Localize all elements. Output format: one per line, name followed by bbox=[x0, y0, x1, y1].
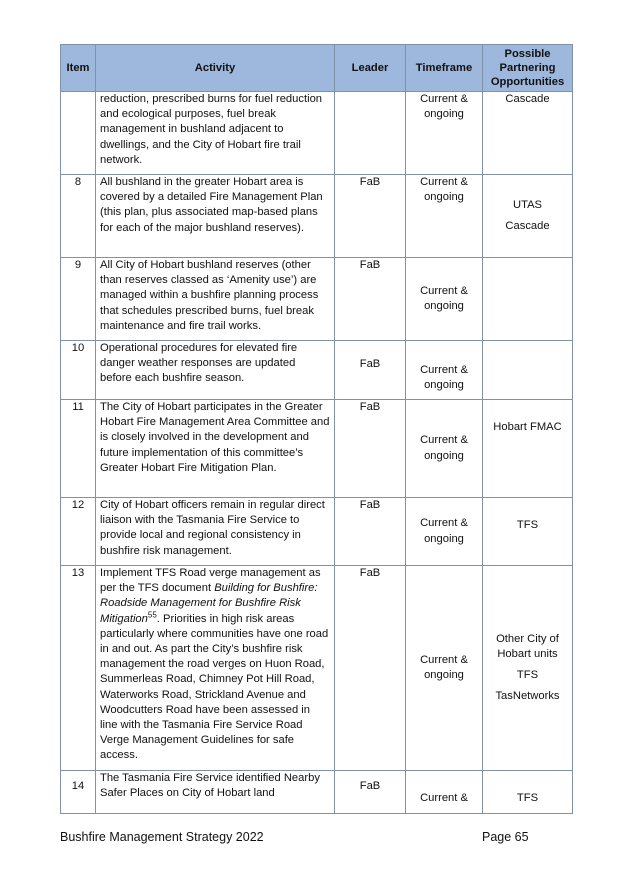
header-row bbox=[61, 45, 573, 92]
row-partners bbox=[483, 566, 573, 771]
row-activity: reduction, prescribed burns for fuel reduction and ecological purposes, fuel break management in bushland adjacent to dwellings, and the City of Hobart fire trail network. bbox=[96, 92, 335, 175]
row-item: 11 bbox=[61, 400, 96, 498]
row-timeframe: Current & ongoing bbox=[406, 258, 483, 341]
table-row bbox=[61, 771, 573, 814]
row-activity bbox=[96, 566, 335, 771]
row-timeframe: Current & ongoing bbox=[406, 400, 483, 498]
header-partnering bbox=[483, 45, 573, 92]
header-timeframe: Timeframe bbox=[406, 45, 483, 92]
row-partners bbox=[483, 258, 573, 341]
row-leader: FaB bbox=[335, 498, 406, 566]
row-partners bbox=[483, 498, 573, 566]
row-item: 10 bbox=[61, 341, 96, 400]
header-leader: Leader bbox=[335, 45, 406, 92]
table-row bbox=[61, 498, 573, 566]
row-timeframe: Current & ongoing bbox=[406, 341, 483, 400]
partner: UTAS bbox=[512, 198, 542, 211]
row-partners bbox=[483, 341, 573, 400]
partner: TasNetworks bbox=[495, 690, 560, 703]
row-activity: All bushland in the greater Hobart area is covered by a detailed Fire Management Plan (this plan, plus associated map-based plans for each of the major bushland reserves). bbox=[96, 175, 335, 258]
table-row bbox=[61, 175, 573, 258]
row-activity: Operational procedures for elevated fire danger weather responses are updated before each bushfire season. bbox=[96, 341, 335, 400]
row-item: 9 bbox=[61, 258, 96, 341]
row-partners bbox=[483, 92, 573, 175]
header-partnering-line2: Partnering bbox=[499, 62, 556, 74]
table-row bbox=[61, 400, 573, 498]
footer-page-number: Page 65 bbox=[482, 830, 529, 844]
footer-document-title: Bushfire Management Strategy 2022 bbox=[60, 830, 264, 844]
row-activity: All City of Hobart bushland reserves (other than reserves classed as ‘Amenity use’) are managed within a bushfire planning process that schedules prescribed burns, fuel break maintenance and fire trail works. bbox=[96, 258, 335, 341]
table-row bbox=[61, 92, 573, 175]
table-row bbox=[61, 566, 573, 771]
partner: Hobart FMAC bbox=[493, 421, 562, 433]
row-item: 12 bbox=[61, 498, 96, 566]
activity-doc-title: Building for Bushfire: Roadside Management for Bushfire Risk Mitigation bbox=[100, 582, 318, 625]
row-partners bbox=[483, 771, 573, 814]
partner: Other City of Hobart units bbox=[496, 632, 559, 660]
row-timeframe: Current & bbox=[406, 771, 483, 814]
row-partners bbox=[483, 175, 573, 258]
row-leader: FaB bbox=[335, 258, 406, 341]
row-leader: FaB bbox=[335, 175, 406, 258]
row-timeframe: Current & ongoing bbox=[406, 175, 483, 258]
row-item: 13 bbox=[61, 566, 96, 771]
row-activity: The City of Hobart participates in the Greater Hobart Fire Management Area Committee and is closely involved in the development and future implementation of this committee’s Greater Hobart Fire Mitigation Plan. bbox=[96, 400, 335, 498]
table-row bbox=[61, 341, 573, 400]
activity-text-pre: Implement TFS Road verge management as per the TFS document bbox=[100, 567, 321, 595]
header-partnering-line1: Possible bbox=[504, 48, 551, 60]
partner: Cascade bbox=[505, 220, 550, 232]
table-row bbox=[61, 258, 573, 341]
row-leader bbox=[335, 92, 406, 175]
partner: TFS bbox=[516, 519, 539, 531]
row-leader: FaB bbox=[335, 341, 406, 400]
row-activity: City of Hobart officers remain in regular direct liaison with the Tasmania Fire Service to provide local and regional consistency in bushfire risk management. bbox=[96, 498, 335, 566]
row-timeframe: Current & ongoing bbox=[406, 498, 483, 566]
row-timeframe: Current & ongoing bbox=[406, 566, 483, 771]
activity-text-post: . Priorities in high risk areas particularly where communities have one road in and out. As part the City’s bushfire risk management the road verges on Huon Road, Summerleas Road, Chimney Pot Hill Road, Waterworks Road, Strickland Avenue and Woodcutters Road have been assessed in line with the Tasmania Fire Service Road Verge Management Guidelines for safe access. bbox=[100, 612, 329, 762]
row-item: 8 bbox=[61, 175, 96, 258]
header-activity: Activity bbox=[96, 45, 335, 92]
header-partnering-line3: Opportunities bbox=[490, 76, 565, 88]
partner: TFS bbox=[516, 669, 539, 681]
partner: Cascade bbox=[505, 93, 550, 105]
row-item bbox=[61, 92, 96, 175]
row-partners bbox=[483, 400, 573, 498]
row-timeframe: Current & ongoing bbox=[406, 92, 483, 175]
row-item: 14 bbox=[61, 771, 96, 814]
header-item: Item bbox=[61, 45, 96, 92]
row-leader: FaB bbox=[335, 771, 406, 814]
row-leader: FaB bbox=[335, 566, 406, 771]
row-activity: The Tasmania Fire Service identified Nearby Safer Places on City of Hobart land bbox=[96, 771, 335, 814]
partner: TFS bbox=[516, 792, 539, 804]
row-leader: FaB bbox=[335, 400, 406, 498]
action-table bbox=[60, 44, 573, 814]
footnote-ref: 55 bbox=[147, 609, 157, 619]
